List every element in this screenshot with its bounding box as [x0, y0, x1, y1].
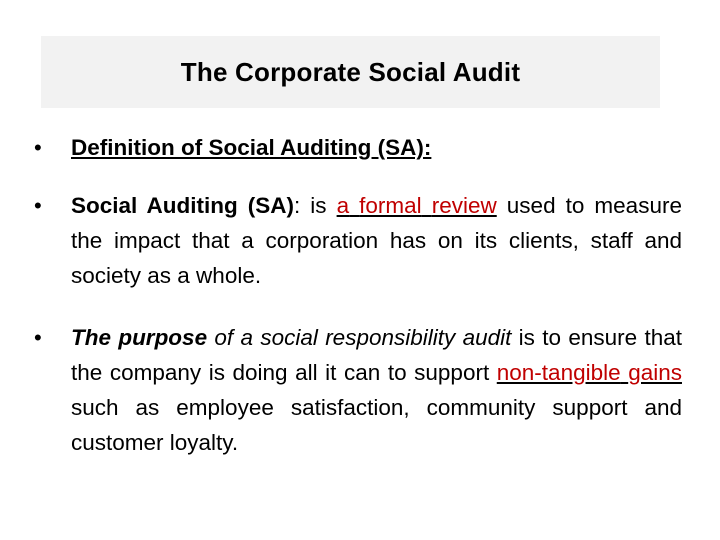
sa-red-word-review: review [431, 193, 497, 218]
purpose-red-word-non-tangible: non-tangible [496, 360, 621, 385]
sa-rest: used to measure the impact that a corporation has on its clients, staff and society as a whole. [71, 193, 682, 288]
bullet-purpose [34, 320, 682, 460]
purpose-rest: such as employee satisfaction, community support and customer loyalty. [71, 395, 682, 455]
purpose-lead: The purpose [71, 325, 208, 350]
sa-red-word-a: a [336, 193, 350, 218]
bullet-social-auditing [34, 188, 682, 293]
bullet-dot-icon: • [34, 325, 42, 350]
definition-heading: Definition of Social Auditing (SA): [71, 135, 432, 160]
purpose-text-2: is to ensure that the company is doing all it can to support [71, 325, 682, 385]
bullet-definition-heading [34, 130, 682, 165]
purpose-text-1: of a social responsibility audit [207, 325, 512, 350]
title-box [41, 36, 660, 108]
slide-title: The Corporate Social Audit [180, 56, 521, 87]
purpose-red-word-gains: gains [628, 360, 682, 385]
bullet-dot-icon: • [34, 135, 42, 160]
sa-term: Social Auditing (SA) [71, 193, 294, 218]
bullet-dot-icon: • [34, 193, 42, 218]
sa-red-word-formal: formal [359, 193, 422, 218]
bullet-list [34, 130, 682, 460]
sa-after-term: : is [294, 193, 337, 218]
